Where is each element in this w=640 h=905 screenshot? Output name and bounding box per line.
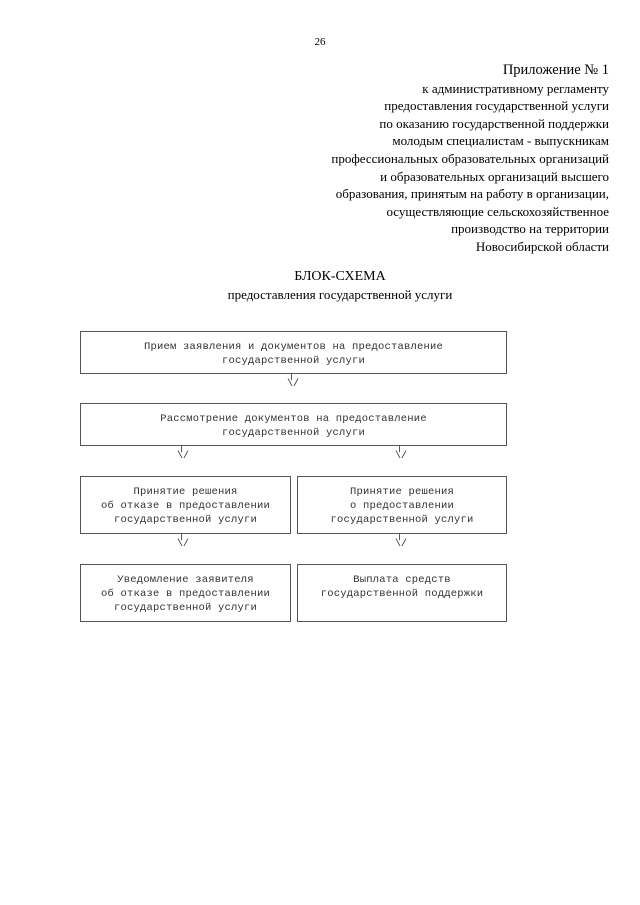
box-payment-line2: государственной поддержки — [320, 588, 484, 600]
box-payment-line1: Выплата средств — [353, 574, 451, 586]
box-refusal-decision-line1: Принятие решения — [133, 486, 238, 498]
arrow-down-icon: \/ — [177, 534, 189, 550]
box-review-of-documents — [80, 403, 507, 446]
appendix-line: профессиональных образовательных организаций — [331, 150, 609, 166]
box-review-line1: Рассмотрение документов на предоставление — [160, 413, 427, 425]
box-grant-decision-line3: государственной услуги — [330, 514, 474, 526]
appendix-line: и образовательных организаций высшего — [380, 168, 609, 184]
appendix-line: осуществляющие сельскохозяйственное — [386, 203, 609, 219]
box-refusal-notice-line2: об отказе в предоставлении — [100, 588, 271, 600]
box-refusal-notice-line3: государственной услуги — [113, 602, 258, 614]
appendix-line: молодым специалистам - выпускникам — [392, 133, 609, 149]
flowchart-subtitle: предоставления государственной услуги — [227, 287, 453, 302]
appendix-line: производство на территории — [451, 221, 609, 237]
box-receipt-line2: государственной услуги — [221, 355, 366, 367]
arrow-down-icon: \/ — [287, 374, 299, 390]
flowchart-title: БЛОК-СХЕМА — [294, 269, 386, 284]
box-payment-of-support — [297, 564, 507, 622]
box-refusal-notice — [80, 564, 291, 622]
appendix-line: к административному регламенту — [422, 80, 609, 96]
arrow-down-icon: \/ — [177, 446, 189, 462]
box-grant-decision-line2: о предоставлении — [349, 500, 455, 512]
arrow-down-icon: \/ — [395, 534, 407, 550]
box-review-line2: государственной услуги — [221, 427, 366, 439]
appendix-line: Новосибирской области — [475, 238, 609, 254]
box-refusal-notice-line1: Уведомление заявителя — [117, 574, 254, 586]
appendix-line: образования, принятым на работу в организации, — [335, 186, 609, 202]
box-grant-decision-line1: Принятие решения — [349, 486, 455, 498]
page-number: 26 — [314, 36, 326, 48]
appendix-title: Приложение № 1 — [502, 62, 609, 78]
box-receipt-line1: Прием заявления и документов на предоставление — [143, 341, 444, 353]
arrow-down-icon: \/ — [395, 446, 407, 462]
appendix-line: по оказанию государственной поддержки — [379, 115, 609, 131]
box-refusal-decision — [80, 476, 291, 534]
box-grant-decision — [297, 476, 507, 534]
box-refusal-decision-line3: государственной услуги — [113, 514, 258, 526]
flowchart-heading — [0, 268, 640, 304]
box-refusal-decision-line2: об отказе в предоставлении — [100, 500, 271, 512]
box-receipt-of-application — [80, 331, 507, 374]
appendix-line: предоставления государственной услуги — [384, 98, 609, 114]
appendix-header — [249, 62, 609, 256]
